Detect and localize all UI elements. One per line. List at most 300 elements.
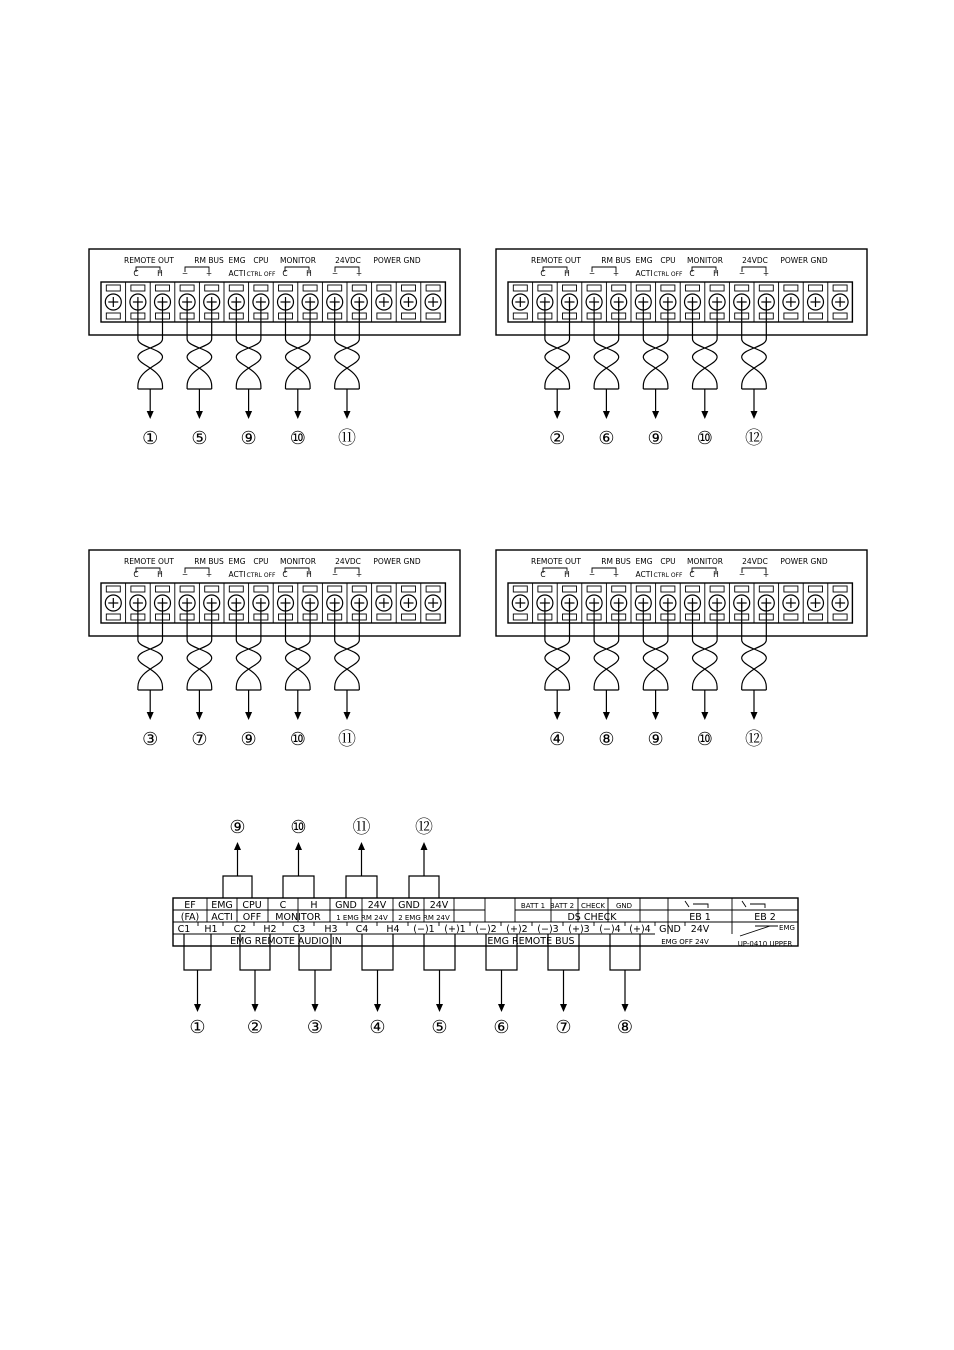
output-number-8: ⑧ (616, 1017, 634, 1038)
twisted-pair-wire (693, 302, 718, 449)
panel-row1-label: GND (335, 900, 357, 911)
arrowhead-icon (294, 411, 301, 419)
panel-row1-label: 24V (429, 900, 449, 911)
panel-row3-label: (+)3 (568, 924, 590, 935)
terminal-sub-label: CTRL OFF (653, 271, 683, 278)
terminal-clamp (587, 586, 601, 592)
terminal-clamp (402, 313, 416, 319)
terminal-clamp (254, 586, 268, 592)
output-number-11: ⑪ (338, 428, 356, 449)
terminal-sub-label: + (612, 570, 620, 579)
panel-row1-label: BATT 2 (549, 902, 575, 910)
strip-label: MONITOR (687, 557, 723, 566)
terminal-clamp (661, 285, 675, 291)
arrowhead-icon (196, 712, 203, 720)
terminal-sub-label: CTRL OFF (246, 271, 276, 278)
strip-label: EMG (635, 256, 653, 265)
output-number-10: ⑩ (289, 729, 306, 750)
terminal-sub-label: H (713, 570, 719, 579)
twisted-pair-wire (187, 603, 212, 750)
panel-row2-label: 2 EMG RM 24V (398, 914, 450, 922)
panel-output-top (283, 817, 314, 898)
panel-row1-label: GND (398, 900, 420, 911)
output-number-3: ③ (142, 729, 159, 750)
terminal-sub-label: + (355, 269, 363, 278)
switch-blade (685, 901, 689, 907)
terminal-sub-label: − (181, 269, 189, 278)
panel-output-bottom (184, 934, 211, 1038)
control-panel (173, 817, 798, 1038)
arrowhead-icon (344, 411, 351, 419)
strip-label: POWER GND (373, 557, 421, 566)
panel-row3-label: (−)2 (475, 924, 497, 935)
terminal-clamp (377, 313, 391, 319)
eb2-switch-icon (742, 901, 765, 908)
arrowhead-icon (374, 1004, 381, 1012)
terminal-clamp (809, 285, 823, 291)
panel-output-top (346, 817, 377, 898)
panel-row3-label: (−)4 (599, 924, 621, 935)
terminal-clamp (377, 285, 391, 291)
terminal-clamp (686, 285, 700, 291)
twisted-pair-wire (693, 603, 718, 750)
strip-label: RM BUS (601, 557, 631, 566)
panel-output-bottom (240, 934, 270, 1038)
strip-label: EMG (228, 256, 246, 265)
terminal-board-mid-right (496, 550, 867, 750)
terminal-sub-label: + (355, 570, 363, 579)
terminal-clamp (426, 614, 440, 620)
output-number-11: ⑪ (338, 729, 356, 750)
terminal-sub-label: C (540, 269, 546, 278)
arrowhead-icon (560, 1004, 567, 1012)
up-0410-label: UP-0410 UPPER (737, 940, 793, 948)
terminal-clamp (279, 586, 293, 592)
terminal-clamp (833, 285, 847, 291)
terminal-clamp (426, 313, 440, 319)
terminal-clamp (759, 285, 773, 291)
panel-row2-label: MONITOR (275, 912, 321, 923)
panel-row3-label: C2 (233, 924, 247, 935)
terminal-sub-label: ACTI (228, 269, 246, 278)
output-number-1: ① (142, 428, 159, 449)
panel-row2-label: OFF (242, 912, 262, 923)
strip-label: RM BUS (194, 256, 224, 265)
terminal-sub-label: C (133, 269, 139, 278)
terminal-clamp (377, 614, 391, 620)
twisted-pair-wire (594, 603, 619, 750)
terminal-clamp (809, 614, 823, 620)
terminal-clamp (587, 285, 601, 291)
arrowhead-icon (751, 411, 758, 419)
terminal-clamp (513, 614, 527, 620)
strip-label: 24VDC (335, 256, 361, 265)
output-number-6: ⑥ (493, 1017, 510, 1038)
output-number-12: ⑫ (415, 817, 433, 838)
panel-row2-label: 1 EMG RM 24V (336, 914, 388, 922)
terminal-clamp (735, 285, 749, 291)
terminal-clamp (784, 313, 798, 319)
terminal-clamp (513, 313, 527, 319)
output-number-10: ⑩ (696, 729, 713, 750)
panel-row2-label: (FA) (180, 912, 200, 923)
terminal-clamp (328, 586, 342, 592)
panel-row2-label: DS CHECK (567, 912, 617, 923)
arrowhead-icon (358, 842, 365, 850)
output-number-9: ⑨ (229, 817, 246, 838)
wire-bracket (346, 876, 377, 898)
eb1-switch-icon (685, 901, 708, 908)
output-number-9: ⑨ (647, 729, 664, 750)
panel-row3-label: (+)1 (444, 924, 466, 935)
terminal-sub-label: − (588, 570, 596, 579)
terminal-clamp (229, 586, 243, 592)
terminal-sub-label: ACTI (635, 570, 653, 579)
panel-row2-label: EB 2 (754, 912, 776, 923)
terminal-clamp (784, 586, 798, 592)
twisted-pair-wire (286, 302, 311, 449)
terminal-clamp (833, 614, 847, 620)
output-number-2: ② (246, 1017, 264, 1038)
arrowhead-icon (194, 1004, 201, 1012)
strip-label: CPU (660, 256, 676, 265)
twisted-pair-wire (187, 302, 212, 449)
panel-output-bottom (362, 934, 393, 1038)
output-number-10: ⑩ (696, 428, 713, 449)
terminal-clamp (809, 586, 823, 592)
twisted-pair-wire (545, 603, 570, 750)
terminal-sub-label: C (689, 269, 695, 278)
output-number-10: ⑩ (290, 817, 307, 838)
terminal-clamp (538, 285, 552, 291)
terminal-clamp (636, 285, 650, 291)
terminal-clamp (205, 285, 219, 291)
twisted-pair-wire (335, 302, 360, 449)
arrowhead-icon (701, 712, 708, 720)
terminal-clamp (686, 586, 700, 592)
output-number-12: ⑫ (745, 428, 763, 449)
terminal-clamp (612, 285, 626, 291)
terminal-clamp (106, 614, 120, 620)
panel-row3-label: H2 (263, 924, 277, 935)
terminal-sub-label: + (762, 570, 770, 579)
terminal-clamp (636, 586, 650, 592)
strip-label: REMOTE OUT (123, 557, 175, 566)
arrowhead-icon (701, 411, 708, 419)
panel-output-bottom (424, 934, 455, 1038)
terminal-clamp (180, 285, 194, 291)
output-number-6: ⑥ (598, 428, 615, 449)
terminal-clamp (106, 285, 120, 291)
arrowhead-icon (252, 1004, 259, 1012)
arrowhead-icon (436, 1004, 443, 1012)
twisted-pair-wire (545, 302, 570, 449)
terminal-clamp (759, 586, 773, 592)
emg-remote-audio-label: EMG REMOTE AUDIO IN (230, 936, 342, 947)
panel-output-bottom (486, 934, 517, 1038)
strip-label: MONITOR (687, 256, 723, 265)
strip-label: EMG (635, 557, 653, 566)
panel-row1-label: C (279, 900, 287, 911)
terminal-clamp (402, 614, 416, 620)
terminal-clamp (303, 285, 317, 291)
panel-row1-label: EF (184, 900, 196, 911)
panel-row1-label: H (310, 900, 318, 911)
terminal-clamp (352, 285, 366, 291)
panel-row2-label: ACTI (211, 912, 233, 923)
output-number-11: ⑪ (352, 817, 371, 838)
terminal-boards (89, 249, 867, 750)
terminal-sub-label: H (306, 570, 312, 579)
output-number-3: ③ (306, 1017, 324, 1038)
twisted-pair-wire (236, 603, 261, 750)
panel-row3-label: (−)3 (537, 924, 559, 935)
arrowhead-icon (147, 712, 154, 720)
strip-label: MONITOR (280, 256, 316, 265)
panel-row3-label: (+)2 (506, 924, 528, 935)
terminal-sub-label: CTRL OFF (246, 572, 276, 579)
terminal-clamp (784, 285, 798, 291)
terminal-clamp (809, 313, 823, 319)
terminal-sub-label: C (540, 570, 546, 579)
output-number-4: ④ (549, 729, 566, 750)
switch-lead (693, 904, 708, 908)
terminal-clamp (131, 586, 145, 592)
panel-row3-label: (−)1 (413, 924, 435, 935)
terminal-sub-label: + (762, 269, 770, 278)
terminal-sub-label: − (331, 269, 339, 278)
panel-row3-label: H4 (386, 924, 400, 935)
output-number-12: ⑫ (745, 729, 763, 750)
strip-label: REMOTE OUT (530, 557, 582, 566)
strip-label: MONITOR (280, 557, 316, 566)
terminal-clamp (710, 586, 724, 592)
output-number-9: ⑨ (240, 729, 257, 750)
terminal-sub-label: − (331, 570, 339, 579)
panel-row3-label: H1 (204, 924, 218, 935)
terminal-clamp (784, 614, 798, 620)
panel-row3-label: H3 (324, 924, 338, 935)
strip-label: EMG (228, 557, 246, 566)
panel-row3-label: C1 (177, 924, 191, 935)
strip-label: POWER GND (780, 557, 828, 566)
terminal-clamp (402, 586, 416, 592)
panel-row1-label: GND (615, 902, 633, 910)
wire-bracket (610, 934, 640, 970)
arrowhead-icon (234, 842, 241, 850)
terminal-sub-label: − (181, 570, 189, 579)
terminal-sub-label: H (157, 269, 163, 278)
panel-row3-label: 24V (690, 924, 710, 935)
output-number-2: ② (549, 428, 566, 449)
terminal-sub-label: H (713, 269, 719, 278)
terminal-clamp (833, 586, 847, 592)
twisted-pair-wire (138, 302, 163, 449)
strip-label: RM BUS (194, 557, 224, 566)
panel-row2-label: EB 1 (689, 912, 711, 923)
panel-row1-label: CHECK (580, 902, 606, 910)
terminal-clamp (229, 285, 243, 291)
terminal-clamp (513, 285, 527, 291)
terminal-sub-label: H (564, 269, 570, 278)
terminal-clamp (205, 586, 219, 592)
strip-label: REMOTE OUT (123, 256, 175, 265)
wire-bracket (362, 934, 393, 970)
panel-row1-label: 24V (367, 900, 387, 911)
output-number-9: ⑨ (647, 428, 664, 449)
twisted-pair-wire (335, 603, 360, 750)
twisted-pair-wire (643, 302, 668, 449)
terminal-sub-label: ACTI (228, 570, 246, 579)
panel-row1-label: BATT 1 (520, 902, 546, 910)
emg-switch-icon (740, 926, 770, 936)
terminal-clamp (735, 586, 749, 592)
terminal-sub-label: + (612, 269, 620, 278)
arrowhead-icon (603, 712, 610, 720)
twisted-pair-wire (742, 302, 767, 449)
strip-label: 24VDC (742, 557, 768, 566)
wire-bracket (223, 876, 252, 898)
twisted-pair-wire (594, 302, 619, 449)
terminal-clamp (538, 586, 552, 592)
terminal-sub-label: + (205, 269, 213, 278)
terminal-sub-label: ACTI (635, 269, 653, 278)
terminal-sub-label: + (205, 570, 213, 579)
terminal-clamp (426, 586, 440, 592)
output-number-8: ⑧ (598, 729, 615, 750)
output-number-7: ⑦ (555, 1017, 572, 1038)
terminal-clamp (563, 586, 577, 592)
terminal-clamp (303, 586, 317, 592)
arrowhead-icon (312, 1004, 319, 1012)
arrowhead-icon (245, 712, 252, 720)
arrowhead-icon (603, 411, 610, 419)
terminal-board-top-right (496, 249, 867, 449)
terminal-clamp (833, 313, 847, 319)
terminal-clamp (279, 285, 293, 291)
strip-label: 24VDC (335, 557, 361, 566)
panel-output-bottom (548, 934, 579, 1038)
arrowhead-icon (295, 842, 302, 850)
strip-label: RM BUS (601, 256, 631, 265)
terminal-clamp (156, 586, 170, 592)
terminal-clamp (513, 586, 527, 592)
strip-label: CPU (253, 557, 269, 566)
output-number-7: ⑦ (191, 729, 208, 750)
terminal-sub-label: CTRL OFF (653, 572, 683, 579)
output-number-10: ⑩ (289, 428, 306, 449)
terminal-clamp (352, 586, 366, 592)
wire-bracket (184, 934, 211, 970)
arrowhead-icon (245, 411, 252, 419)
terminal-sub-label: − (738, 269, 746, 278)
twisted-pair-wire (138, 603, 163, 750)
strip-label: POWER GND (373, 256, 421, 265)
strip-label: CPU (253, 256, 269, 265)
terminal-sub-label: C (282, 570, 288, 579)
panel-row3-label: C4 (355, 924, 369, 935)
terminal-sub-label: H (306, 269, 312, 278)
terminal-board-top-left (89, 249, 460, 449)
terminal-clamp (106, 586, 120, 592)
wire-bracket (283, 876, 314, 898)
panel-row1-label: EMG (211, 900, 233, 911)
terminal-clamp (254, 285, 268, 291)
terminal-clamp (328, 285, 342, 291)
wire-bracket (409, 876, 439, 898)
twisted-pair-wire (742, 603, 767, 750)
strip-label: 24VDC (742, 256, 768, 265)
panel-row3-label: (+)4 (629, 924, 651, 935)
emg-switch-label: EMG (779, 924, 795, 932)
terminal-clamp (710, 285, 724, 291)
terminal-sub-label: C (133, 570, 139, 579)
twisted-pair-wire (643, 603, 668, 750)
emg-remote-bus-label: EMG REMOTE BUS (487, 936, 575, 947)
terminal-sub-label: C (689, 570, 695, 579)
arrowhead-icon (622, 1004, 629, 1012)
arrowhead-icon (652, 712, 659, 720)
arrowhead-icon (147, 411, 154, 419)
twisted-pair-wire (286, 603, 311, 750)
panel-row3-label: C3 (292, 924, 306, 935)
terminal-clamp (156, 285, 170, 291)
terminal-clamp (377, 586, 391, 592)
twisted-pair-wire (236, 302, 261, 449)
output-number-1: ① (189, 1017, 206, 1038)
output-number-5: ⑤ (191, 428, 208, 449)
terminal-clamp (131, 285, 145, 291)
terminal-sub-label: H (157, 570, 163, 579)
panel-row1-label: CPU (242, 900, 262, 911)
arrowhead-icon (498, 1004, 505, 1012)
strip-label: REMOTE OUT (530, 256, 582, 265)
terminal-sub-label: − (738, 570, 746, 579)
strip-label: CPU (660, 557, 676, 566)
terminal-sub-label: H (564, 570, 570, 579)
panel-output-bottom (299, 934, 331, 1038)
panel-output-top (223, 817, 252, 898)
arrowhead-icon (652, 411, 659, 419)
panel-output-bottom (610, 934, 640, 1038)
panel-row3-label: GND (659, 924, 681, 935)
switch-lead (750, 904, 765, 908)
terminal-clamp (402, 285, 416, 291)
arrowhead-icon (196, 411, 203, 419)
arrowhead-icon (554, 411, 561, 419)
output-number-9: ⑨ (240, 428, 257, 449)
terminal-clamp (661, 586, 675, 592)
arrowhead-icon (421, 842, 428, 850)
wire-bracket (424, 934, 455, 970)
terminal-clamp (180, 586, 194, 592)
terminal-clamp (426, 285, 440, 291)
arrowhead-icon (554, 712, 561, 720)
arrowhead-icon (294, 712, 301, 720)
switch-blade (742, 901, 746, 907)
output-number-4: ④ (369, 1017, 386, 1038)
output-number-5: ⑤ (431, 1017, 448, 1038)
emg-off-label: EMG OFF 24V (661, 938, 709, 946)
terminal-clamp (106, 313, 120, 319)
terminal-board-mid-left (89, 550, 460, 750)
terminal-sub-label: C (282, 269, 288, 278)
terminal-clamp (612, 586, 626, 592)
arrowhead-icon (344, 712, 351, 720)
panel-output-top (409, 817, 439, 898)
terminal-sub-label: − (588, 269, 596, 278)
terminal-clamp (563, 285, 577, 291)
